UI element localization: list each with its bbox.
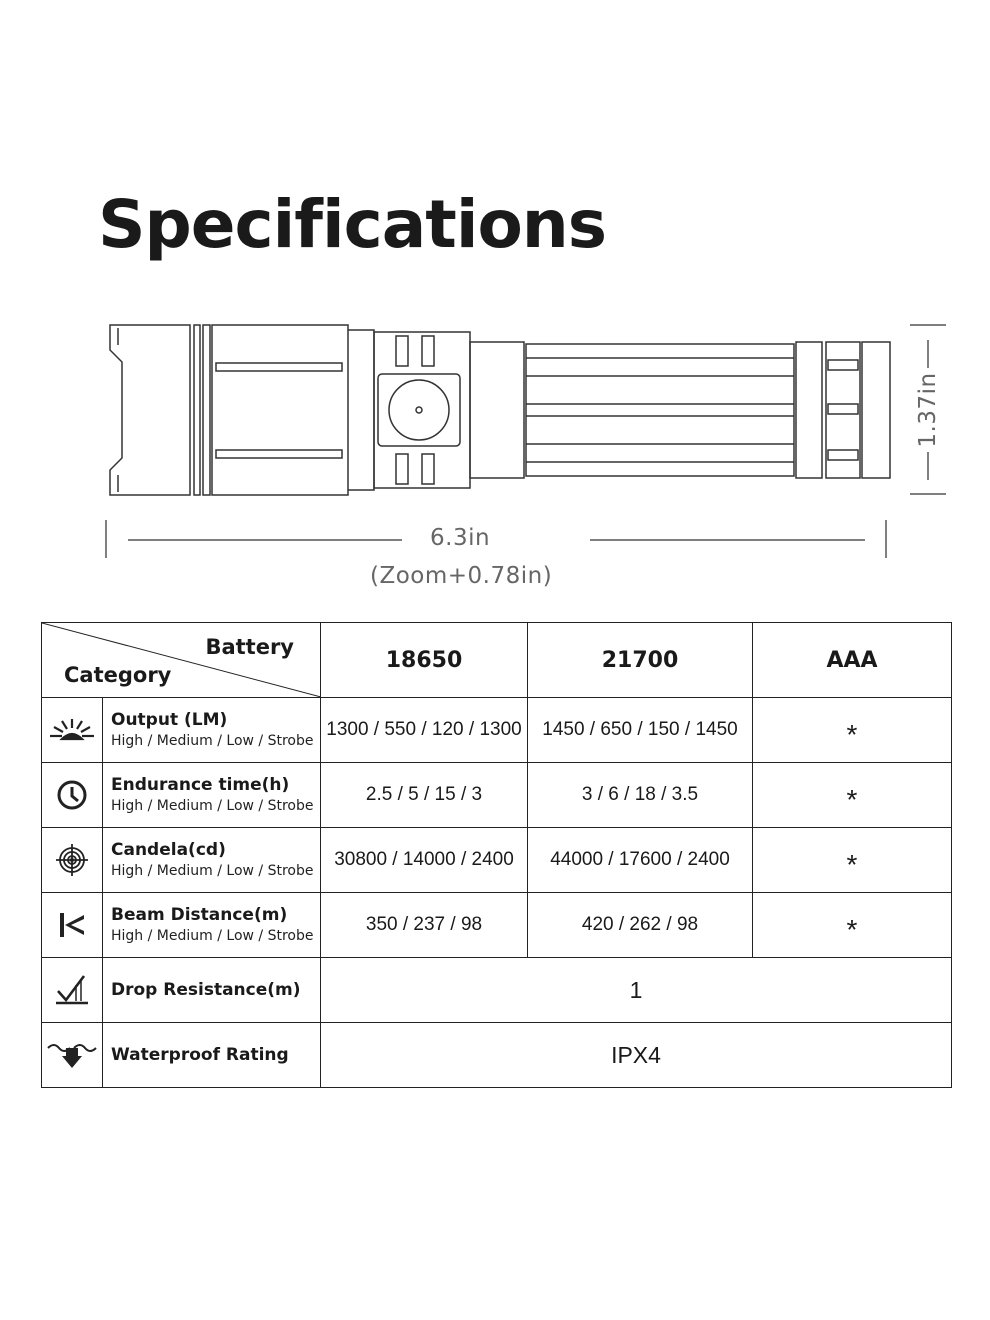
target-icon — [42, 828, 103, 893]
category-name: Endurance time(h) — [111, 775, 290, 795]
category-cell — [103, 828, 321, 893]
category-cell — [103, 763, 321, 828]
table-row — [42, 828, 952, 893]
value-cell: 30800 / 14000 / 2400 — [321, 828, 528, 893]
value-cell: 1450 / 650 / 150 / 1450 — [528, 698, 753, 763]
category-cell — [103, 958, 321, 1023]
drop-check-icon — [42, 958, 103, 1023]
spec-table — [41, 622, 952, 1088]
category-cell — [103, 1023, 321, 1088]
column-header: 18650 — [321, 623, 528, 698]
category-name: Drop Resistance(m) — [111, 980, 301, 1000]
value-cell: 44000 / 17600 / 2400 — [528, 828, 753, 893]
value-cell: 1 — [321, 958, 952, 1023]
beam-icon — [42, 893, 103, 958]
header-diagonal-cell — [42, 623, 321, 698]
category-modes: High / Medium / Low / Strobe — [111, 798, 314, 814]
value-cell: * — [753, 698, 952, 763]
page-title: Specifications — [98, 186, 607, 263]
light-burst-icon — [42, 698, 103, 763]
clock-icon — [42, 763, 103, 828]
category-modes: High / Medium / Low / Strobe — [111, 863, 314, 879]
value-cell: 2.5 / 5 / 15 / 3 — [321, 763, 528, 828]
header-battery: Battery — [205, 635, 294, 659]
value-cell: IPX4 — [321, 1023, 952, 1088]
category-name: Output (LM) — [111, 710, 228, 730]
table-row — [42, 958, 952, 1023]
table-row — [42, 698, 952, 763]
flashlight-drawing — [0, 300, 990, 600]
category-cell — [103, 698, 321, 763]
category-name: Waterproof Rating — [111, 1045, 289, 1065]
category-modes: High / Medium / Low / Strobe — [111, 928, 314, 944]
value-cell: * — [753, 893, 952, 958]
value-cell: 1300 / 550 / 120 / 1300 — [321, 698, 528, 763]
value-cell: 350 / 237 / 98 — [321, 893, 528, 958]
value-cell: 3 / 6 / 18 / 3.5 — [528, 763, 753, 828]
value-cell: * — [753, 828, 952, 893]
category-modes: High / Medium / Low / Strobe — [111, 733, 314, 749]
diameter-label: 1.37in — [915, 372, 941, 448]
table-row — [42, 1023, 952, 1088]
table-row — [42, 763, 952, 828]
header-category: Category — [64, 663, 172, 687]
column-header: AAA — [753, 623, 952, 698]
category-name: Beam Distance(m) — [111, 905, 288, 925]
value-cell: * — [753, 763, 952, 828]
water-drop-icon — [42, 1023, 103, 1088]
value-cell: 420 / 262 / 98 — [528, 893, 753, 958]
zoom-note-label: (Zoom+0.78in) — [370, 563, 553, 589]
table-row — [42, 893, 952, 958]
column-header: 21700 — [528, 623, 753, 698]
length-label: 6.3in — [430, 525, 491, 551]
table-header-row — [42, 623, 952, 698]
category-cell — [103, 893, 321, 958]
category-name: Candela(cd) — [111, 840, 226, 860]
